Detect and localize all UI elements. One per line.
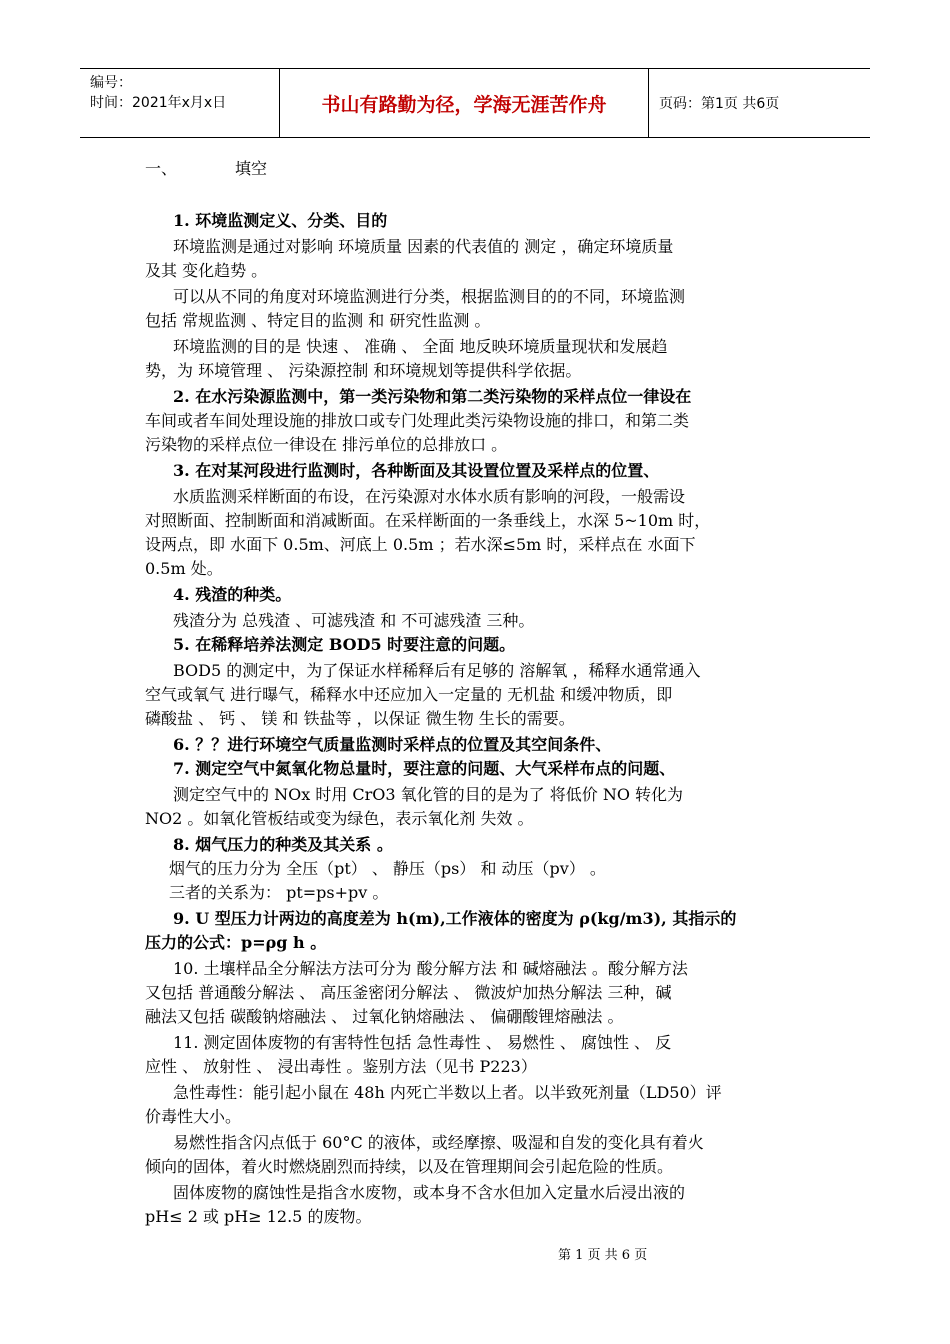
q9-l1: 9. U 型压力计两边的高度差为 h(m),工作液体的密度为 ρ(kg/m3), 其指示的 xyxy=(173,909,737,928)
q1-p3: 环境监测的目的是 快速 、 准确 、 全面 地反映环境质量现状和发展趋 xyxy=(173,337,668,356)
time-label: 时间：2021年x月x日 xyxy=(90,95,227,111)
q2-l2: 车间或者车间处理设施的排放口或专门处理此类污染物设施的排口，和第二类 xyxy=(145,411,690,430)
q1-title: 1. 环境监测定义、分类、目的 xyxy=(173,211,388,230)
section-number: 一、 xyxy=(145,159,178,178)
q3-l4: 0.5m 处。 xyxy=(145,559,223,578)
q7-title: 7. 测定空气中氮氧化物总量时，要注意的问题、大气采样布点的问题、 xyxy=(173,759,676,778)
q4-title: 4. 残渣的种类。 xyxy=(173,585,292,604)
q1-p1: 环境监测是通过对影响 环境质量 因素的代表值的 测定 ，确定环境质量 xyxy=(173,237,674,256)
q8-title: 8. 烟气压力的种类及其关系 。 xyxy=(173,835,393,854)
motto: 书山有路勤为径，学海无涯苦作舟 xyxy=(280,69,649,137)
q7-l2: NO2 。如氧化管板结或变为绿色，表示氧化剂 失效 。 xyxy=(145,809,534,828)
q11-l3: 急性毒性：能引起小鼠在 48h 内死亡半数以上者。以半致死剂量（LD50）评 xyxy=(173,1083,722,1102)
footer-page-number: 第 1 页 共 6 页 xyxy=(558,1248,648,1263)
q5-title: 5. 在稀释培养法测定 BOD5 时要注意的问题。 xyxy=(173,635,516,654)
q6-title: 6. ？？进行环境空气质量监测时采样点的位置及其空间条件、 xyxy=(173,735,612,754)
q3-l3: 设两点，即 水面下 0.5m、河底上 0.5m ；若水深≤5m 时，采样点在 水面下 xyxy=(145,535,696,554)
q8-l2: 三者的关系为： pt=ps+pv 。 xyxy=(169,883,389,902)
q5-l1: BOD5 的测定中，为了保证水样稀释后有足够的 溶解氧 ，稀释水通常通入 xyxy=(173,661,701,680)
q1-p2b: 包括 常规监测 、特定目的监测 和 研究性监测 。 xyxy=(145,311,491,330)
section-heading xyxy=(145,157,267,181)
q10-l1: 10. 土壤样品全分解法方法可分为 酸分解方法 和 碱熔融法 。酸分解方法 xyxy=(173,959,688,978)
q10-l2: 又包括 普通酸分解法 、 高压釜密闭分解法 、 微波炉加热分解法 三种，碱 xyxy=(145,983,672,1002)
q11-l6: 倾向的固体，着火时燃烧剧烈而持续，以及在管理期间会引起危险的性质。 xyxy=(145,1157,674,1176)
q1-p2: 可以从不同的角度对环境监测进行分类，根据监测目的的不同，环境监测 xyxy=(173,287,686,306)
page-header xyxy=(80,68,870,138)
q2-l1: 2. 在水污染源监测中，第一类污染物和第二类污染物的采样点位一律设在 xyxy=(173,387,692,406)
q9-l2: 压力的公式：p=ρg h 。 xyxy=(145,933,327,952)
q3-title: 3. 在对某河段进行监测时，各种断面及其设置位置及采样点的位置、 xyxy=(173,461,660,480)
q7-l1: 测定空气中的 NOx 时用 CrO3 氧化管的目的是为了 将低价 NO 转化为 xyxy=(173,785,684,804)
q10-l3: 融法又包括 碳酸钠熔融法 、 过氧化钠熔融法 、 偏硼酸锂熔融法 。 xyxy=(145,1007,624,1026)
q11-l7: 固体废物的腐蚀性是指含水废物，或本身不含水但加入定量水后浸出液的 xyxy=(173,1183,686,1202)
q1-p3b: 势，为 环境管理 、 污染源控制 和环境规划等提供科学依据。 xyxy=(145,361,582,380)
q11-l2: 应性 、 放射性 、 浸出毒性 。鉴别方法（见书 P223） xyxy=(145,1057,537,1076)
q2-l3: 污染物的采样点位一律设在 排污单位的总排放口 。 xyxy=(145,435,508,454)
q4-l1: 残渣分为 总残渣 、可滤残渣 和 不可滤残渣 三种。 xyxy=(173,611,535,630)
number-label: 编号： xyxy=(90,75,132,91)
q5-l3: 磷酸盐 、 钙 、 镁 和 铁盐等 ，以保证 微生物 生长的需要。 xyxy=(145,709,575,728)
q8-l1: 烟气的压力分为 全压（pt） 、 静压（ps） 和 动压（pv） 。 xyxy=(169,859,606,878)
q1-p1b: 及其 变化趋势 。 xyxy=(145,261,268,280)
q3-l2: 对照断面、控制断面和消减断面。在采样断面的一条垂线上，水深 5~10m 时， xyxy=(145,511,711,530)
q11-l8: pH≤ 2 或 pH≥ 12.5 的废物。 xyxy=(145,1207,372,1226)
q11-l4: 价毒性大小。 xyxy=(145,1107,242,1126)
section-title: 填空 xyxy=(235,159,268,178)
header-left-cell xyxy=(80,69,280,137)
page-info: 页码：第1页 共6页 xyxy=(659,96,780,112)
q5-l2: 空气或氧气 进行曝气，稀释水中还应加入一定量的 无机盐 和缓冲物质，即 xyxy=(145,685,673,704)
q11-l5: 易燃性指含闪点低于 60°C 的液体，或经摩擦、吸湿和自发的变化具有着火 xyxy=(173,1133,704,1152)
q3-l1: 水质监测采样断面的布设，在污染源对水体水质有影响的河段，一般需设 xyxy=(173,487,686,506)
q11-l1: 11. 测定固体废物的有害特性包括 急性毒性 、 易燃性 、 腐蚀性 、 反 xyxy=(173,1033,672,1052)
